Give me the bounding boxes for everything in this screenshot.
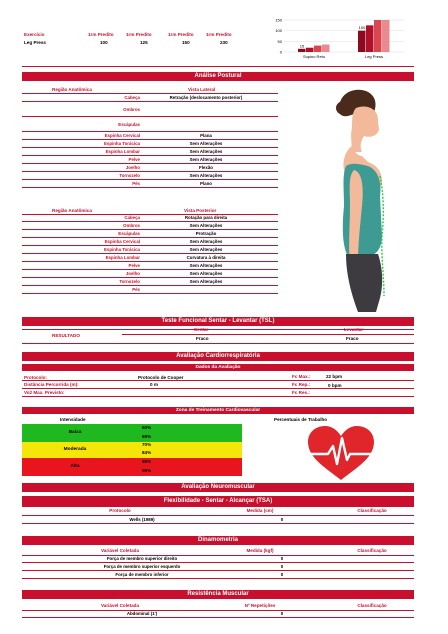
dyna-cell: Força de membro superior esquerdo [103,564,181,569]
chart-category-label: Leg Press [364,54,384,59]
dyna-cell: Força de membro inferior [115,572,169,577]
fcrep-label: Fc Rep.: [292,382,311,387]
table-row [22,516,414,524]
posture-row-value: Retração (deslocamento posterior) [169,95,243,100]
section-title-cardio: Avaliação Cardiorrespiratória [22,352,414,361]
posture-figure-image [318,86,414,312]
distance-value: 0 m [150,382,158,387]
posture-row [22,262,278,270]
summary-row-label: Leg Press [24,40,46,45]
divider [22,388,414,389]
neuro-cell: Wells (1989) [129,517,155,522]
chart-ytick-label: 50 [277,38,282,44]
zone-name: Alta [70,464,80,469]
tsl-levantar-value: Fraco [346,336,359,341]
vo2-label: Vo2 Max. Previsto: [24,390,65,395]
posture-row [22,270,278,278]
posture-row [22,180,278,188]
summary-header-exercise: Exercício [24,32,45,37]
summary-value: 230 [220,40,228,45]
posture-row [22,230,278,238]
posture-row-label: Cabeça [124,95,140,100]
chart-bar [322,45,330,52]
posture-row [22,156,278,164]
posture-row-value: Protração [195,231,217,236]
table-row [22,571,414,579]
posture-row-label: Joelho [125,271,140,276]
protocol-value: Protocolo de Cooper [138,375,184,380]
chart-category-label: Supino Reto [302,54,326,59]
neuro-header-measure: Medida (cm) [246,508,274,513]
posture-row-label: Espinha Lombar [105,149,140,154]
posture-row-value: Plana [200,133,212,138]
resist-header-class: Classificação [357,603,387,608]
posture-row-value: Sem Alterações [189,271,223,276]
chart-data-label: 15 [299,43,305,49]
posture-row-value: Sem Alterações [189,157,223,162]
posture-row-value: Rotação para direita [184,215,228,220]
posture-row [22,132,278,140]
zone-name: Baixa [68,430,82,435]
resist-cell: Abdominal (1') [126,611,158,616]
tsl-sentar-value: Fraco [196,336,209,341]
posture-row-value: Sem Alterações [189,223,223,228]
dyna-header-var: Variável Coletada [100,548,140,553]
section-title-neuro: Avaliação Neuromuscular [22,483,414,492]
zone-to: 84% [142,450,152,455]
table-row [22,555,414,563]
section-title-resist: Resistência Muscular [22,590,414,599]
section-title-tsl: Teste Funcional Sentar - Levantar (TSL) [22,317,414,326]
posture-row-label: Pelve [128,157,140,162]
neuro-cell: 0 [280,517,284,522]
zone-to: 95% [142,468,152,473]
posture-row [22,278,278,286]
posture-row-value: Flexão [199,165,213,170]
posture-row-label: Pés [132,181,140,186]
posterior-view-header: Vista Posterior [184,208,217,213]
fcmax-value: 22 bpm [326,374,343,379]
fcrep-value: 0 bpm [328,383,342,388]
chart-bar [298,49,306,52]
percent-header: Percentuais de Trabalho [274,417,328,422]
posture-row-value: Sem Alterações [189,173,223,178]
posture-row [22,286,278,294]
posture-row-value: Plano [200,181,212,186]
posture-row [22,254,278,262]
posture-row [22,246,278,254]
fcmax-label: Fc Max.: [292,374,311,379]
posture-row [22,222,278,230]
posture-row-label: Escápulas [118,231,140,236]
posture-row-value: Sem Alterações [189,149,223,154]
posture-row [22,94,278,102]
zone-alta [22,458,242,476]
section-title-postural: Análise Postural [22,72,414,81]
chart-bar [306,48,314,52]
dyna-header-class: Classificação [357,548,387,553]
divider [22,66,414,67]
neuro-header-class: Classificação [357,508,387,513]
zone-from: 70% [142,442,152,447]
posture-row-label: Espinha Lombar [105,255,140,260]
posture-row-value: Sem Alterações [189,247,223,252]
posture-row-label: Espinha Torácica [103,247,140,252]
posture-row-label: Cabeça [124,215,140,220]
chart-bar [382,20,390,52]
dyna-cell: Força de membro superior direito [106,556,178,561]
chart-bar [374,20,382,52]
resist-header-reps: Nº Repetições [244,603,276,608]
summary-value: 150 [182,40,190,45]
posture-row [22,172,278,180]
table-row [22,563,414,571]
posture-row-label: Espinha Cervical [104,239,140,244]
summary-header-1rm: 1rm Predito [126,32,152,37]
chart-data-label: 100 [358,25,366,31]
divider [22,343,414,344]
intensity-header: Intensidade [60,417,86,422]
zone-to: 69% [142,434,152,439]
lateral-region-header: Região Anatômica [52,87,92,92]
chart-ytick-label: 0 [279,49,282,55]
posture-row-label: Pelve [128,263,140,268]
zone-name: Moderada [63,447,87,452]
section-title-dyna: Dinamometria [22,536,414,545]
divider [122,334,414,335]
posture-row [22,164,278,172]
dyna-cell: 0 [280,556,284,561]
posture-row [22,148,278,156]
resist-cell: 0 [280,611,284,616]
posture-row-label: Joelho [125,165,140,170]
chart-bar [314,46,322,52]
zone-from: 85% [142,459,152,464]
posture-row-value: Sem Alterações [189,239,223,244]
posture-row-value: Sem Alterações [189,141,223,146]
posture-row-label: Ombros [123,223,140,228]
posture-row-label: Pés [132,287,140,292]
posture-row [22,102,278,117]
neuro-subtitle: Flexibilidade - Sentar - Alcançar (TSA) [22,496,414,507]
summary-value: 100 [100,40,108,45]
dyna-cell: 0 [280,564,284,569]
posture-row-label: Escápulas [118,122,140,127]
dyna-cell: 0 [280,572,284,577]
posture-row-label: Tornozelo [119,279,140,284]
posture-row-label: Espinha Cervical [104,133,140,138]
neuro-header-protocol: Protocolo [109,508,131,513]
divider [22,396,414,397]
zones-title: Zona de Treinamento Cardiovascular [22,407,414,414]
tsl-result-label: RESULTADO [52,333,80,338]
summary-header-1rm: 1rm Predito [206,32,232,37]
summary-header-1rm: 1rm Predito [88,32,114,37]
resist-header-var: Variável Coletada [100,603,140,608]
protocol-label: Protocolo: [24,375,47,380]
tsl-col-levantar: Levantar [344,327,364,332]
posture-row [22,140,278,148]
posture-row [22,117,278,132]
chart-ytick-label: 100 [275,28,282,34]
cardio-data-title: Dados da Avaliação [22,364,414,371]
fcres-label: Fc Res.: [292,390,310,395]
bar-chart [268,16,408,64]
chart-bar [358,31,366,52]
zone-baixa [22,424,242,442]
posture-row-label: Espinha Torácica [103,141,140,146]
posture-row-value: Sem Alterações [189,263,223,268]
tsl-col-sentar: Sentar [194,327,209,332]
table-row [22,610,414,618]
posture-row [22,214,278,222]
zone-moderada [22,442,242,458]
zone-from: 50% [142,425,152,430]
posture-row-label: Tornozelo [119,173,140,178]
posture-row-value: Curvatura à direita [186,255,226,260]
posture-row-value: Sem Alterações [189,279,223,284]
heart-icon [306,426,376,482]
chart-bar [366,25,374,52]
posterior-region-header: Região Anatômica [52,208,92,213]
dyna-header-measure: Medida (kgf) [246,548,274,553]
distance-label: Distância Percorrida (m): [24,382,79,387]
lateral-view-header: Vista Lateral [188,87,216,92]
posture-row-label: Ombros [123,107,140,112]
posture-row [22,238,278,246]
divider [22,380,414,381]
summary-value: 125 [140,40,148,45]
summary-header-1rm: 1rm Predito [168,32,194,37]
chart-ytick-label: 150 [275,17,282,23]
